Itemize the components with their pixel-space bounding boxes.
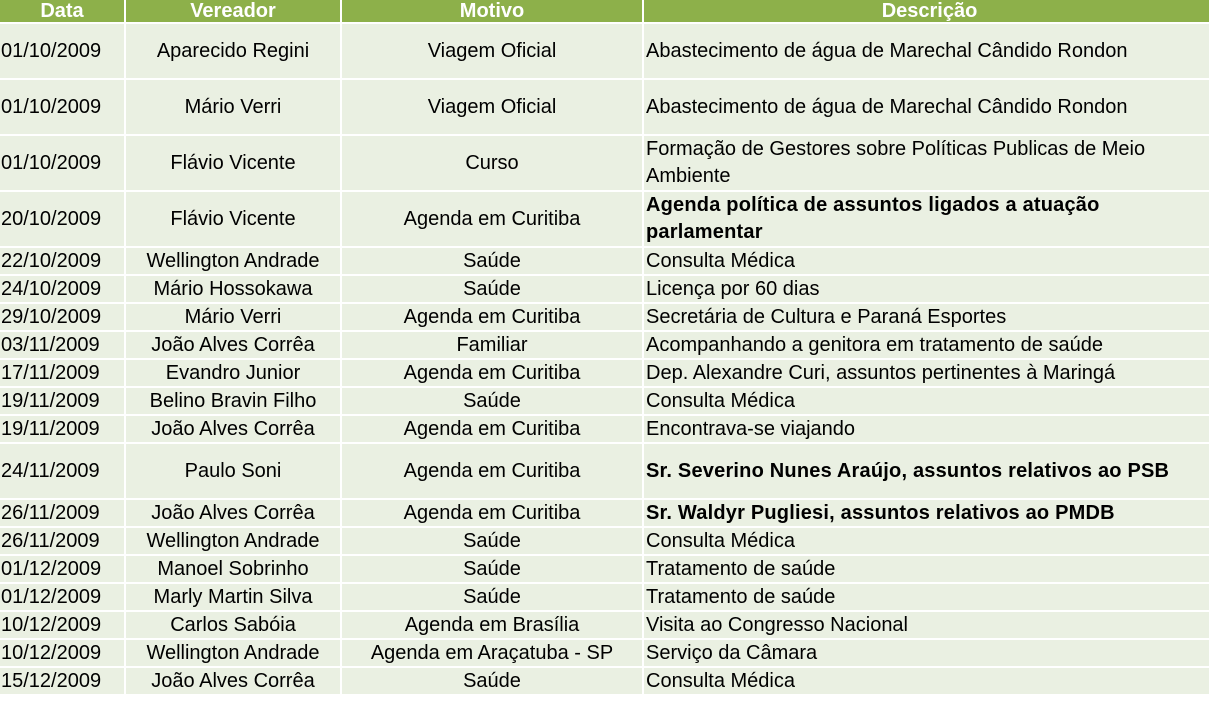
cell-date: 24/11/2009 <box>0 444 124 498</box>
cell-motivo: Saúde <box>342 388 642 414</box>
cell-motivo: Familiar <box>342 332 642 358</box>
cell-descricao: Consulta Médica <box>644 388 1209 414</box>
header-data: Data <box>0 0 124 22</box>
cell-date: 20/10/2009 <box>0 192 124 246</box>
header-row <box>0 0 1209 22</box>
cell-motivo: Agenda em Curitiba <box>342 416 642 442</box>
cell-descricao: Tratamento de saúde <box>644 556 1209 582</box>
table-row <box>0 500 1209 526</box>
cell-descricao: Licença por 60 dias <box>644 276 1209 302</box>
cell-vereador: João Alves Corrêa <box>126 500 340 526</box>
cell-descricao: Abastecimento de água de Marechal Cândido Rondon <box>644 80 1209 134</box>
cell-date: 01/12/2009 <box>0 584 124 610</box>
cell-vereador: Flávio Vicente <box>126 136 340 190</box>
cell-descricao: Consulta Médica <box>644 528 1209 554</box>
cell-vereador: Belino Bravin Filho <box>126 388 340 414</box>
cell-descricao: Acompanhando a genitora em tratamento de saúde <box>644 332 1209 358</box>
cell-vereador: Mário Verri <box>126 80 340 134</box>
table-row <box>0 80 1209 134</box>
cell-motivo: Agenda em Araçatuba - SP <box>342 640 642 666</box>
table-row <box>0 360 1209 386</box>
cell-motivo: Saúde <box>342 276 642 302</box>
cell-motivo: Agenda em Curitiba <box>342 192 642 246</box>
table-row <box>0 416 1209 442</box>
table-row <box>0 612 1209 638</box>
cell-vereador: João Alves Corrêa <box>126 332 340 358</box>
cell-motivo: Viagem Oficial <box>342 24 642 78</box>
table-header <box>0 0 1209 22</box>
table-row <box>0 136 1209 190</box>
cell-vereador: Manoel Sobrinho <box>126 556 340 582</box>
table-row <box>0 640 1209 666</box>
cell-vereador: Wellington Andrade <box>126 528 340 554</box>
cell-date: 03/11/2009 <box>0 332 124 358</box>
table-row <box>0 248 1209 274</box>
cell-vereador: João Alves Corrêa <box>126 668 340 694</box>
cell-motivo: Agenda em Curitiba <box>342 444 642 498</box>
cell-date: 19/11/2009 <box>0 388 124 414</box>
cell-descricao: Sr. Severino Nunes Araújo, assuntos relativos ao PSB <box>644 444 1209 498</box>
table-row <box>0 388 1209 414</box>
cell-vereador: Evandro Junior <box>126 360 340 386</box>
header-motivo: Motivo <box>342 0 642 22</box>
table-body <box>0 24 1209 694</box>
cell-vereador: Flávio Vicente <box>126 192 340 246</box>
cell-date: 24/10/2009 <box>0 276 124 302</box>
table-row <box>0 528 1209 554</box>
cell-vereador: Wellington Andrade <box>126 248 340 274</box>
cell-descricao: Secretária de Cultura e Paraná Esportes <box>644 304 1209 330</box>
cell-date: 01/10/2009 <box>0 136 124 190</box>
cell-motivo: Agenda em Curitiba <box>342 304 642 330</box>
table-row <box>0 668 1209 694</box>
cell-motivo: Saúde <box>342 584 642 610</box>
table-row <box>0 24 1209 78</box>
header-descricao: Descrição <box>644 0 1209 22</box>
cell-date: 29/10/2009 <box>0 304 124 330</box>
cell-motivo: Saúde <box>342 248 642 274</box>
cell-vereador: Paulo Soni <box>126 444 340 498</box>
cell-motivo: Agenda em Curitiba <box>342 500 642 526</box>
cell-motivo: Saúde <box>342 668 642 694</box>
table-row <box>0 332 1209 358</box>
cell-descricao: Consulta Médica <box>644 668 1209 694</box>
cell-date: 10/12/2009 <box>0 640 124 666</box>
cell-date: 15/12/2009 <box>0 668 124 694</box>
cell-vereador: Carlos Sabóia <box>126 612 340 638</box>
cell-date: 01/10/2009 <box>0 24 124 78</box>
header-vereador: Vereador <box>126 0 340 22</box>
cell-descricao: Consulta Médica <box>644 248 1209 274</box>
cell-date: 17/11/2009 <box>0 360 124 386</box>
table-row <box>0 276 1209 302</box>
cell-date: 22/10/2009 <box>0 248 124 274</box>
cell-descricao: Visita ao Congresso Nacional <box>644 612 1209 638</box>
cell-descricao: Encontrava-se viajando <box>644 416 1209 442</box>
table-row <box>0 444 1209 498</box>
table-row <box>0 556 1209 582</box>
table-row <box>0 304 1209 330</box>
cell-descricao: Sr. Waldyr Pugliesi, assuntos relativos ao PMDB <box>644 500 1209 526</box>
cell-motivo: Viagem Oficial <box>342 80 642 134</box>
cell-vereador: Mário Verri <box>126 304 340 330</box>
cell-vereador: Aparecido Regini <box>126 24 340 78</box>
table-row <box>0 192 1209 246</box>
cell-date: 19/11/2009 <box>0 416 124 442</box>
cell-date: 01/12/2009 <box>0 556 124 582</box>
cell-motivo: Agenda em Brasília <box>342 612 642 638</box>
cell-descricao: Tratamento de saúde <box>644 584 1209 610</box>
cell-descricao: Formação de Gestores sobre Políticas Publicas de Meio Ambiente <box>644 136 1209 190</box>
cell-motivo: Saúde <box>342 556 642 582</box>
table-row <box>0 584 1209 610</box>
cell-descricao: Dep. Alexandre Curi, assuntos pertinentes à Maringá <box>644 360 1209 386</box>
cell-date: 26/11/2009 <box>0 528 124 554</box>
cell-date: 01/10/2009 <box>0 80 124 134</box>
cell-vereador: Wellington Andrade <box>126 640 340 666</box>
cell-date: 26/11/2009 <box>0 500 124 526</box>
cell-date: 10/12/2009 <box>0 612 124 638</box>
cell-vereador: João Alves Corrêa <box>126 416 340 442</box>
cell-vereador: Marly Martin Silva <box>126 584 340 610</box>
cell-descricao: Serviço da Câmara <box>644 640 1209 666</box>
cell-descricao: Agenda política de assuntos ligados a atuação parlamentar <box>644 192 1209 246</box>
cell-motivo: Saúde <box>342 528 642 554</box>
cell-vereador: Mário Hossokawa <box>126 276 340 302</box>
cell-descricao: Abastecimento de água de Marechal Cândido Rondon <box>644 24 1209 78</box>
cell-motivo: Agenda em Curitiba <box>342 360 642 386</box>
cell-motivo: Curso <box>342 136 642 190</box>
